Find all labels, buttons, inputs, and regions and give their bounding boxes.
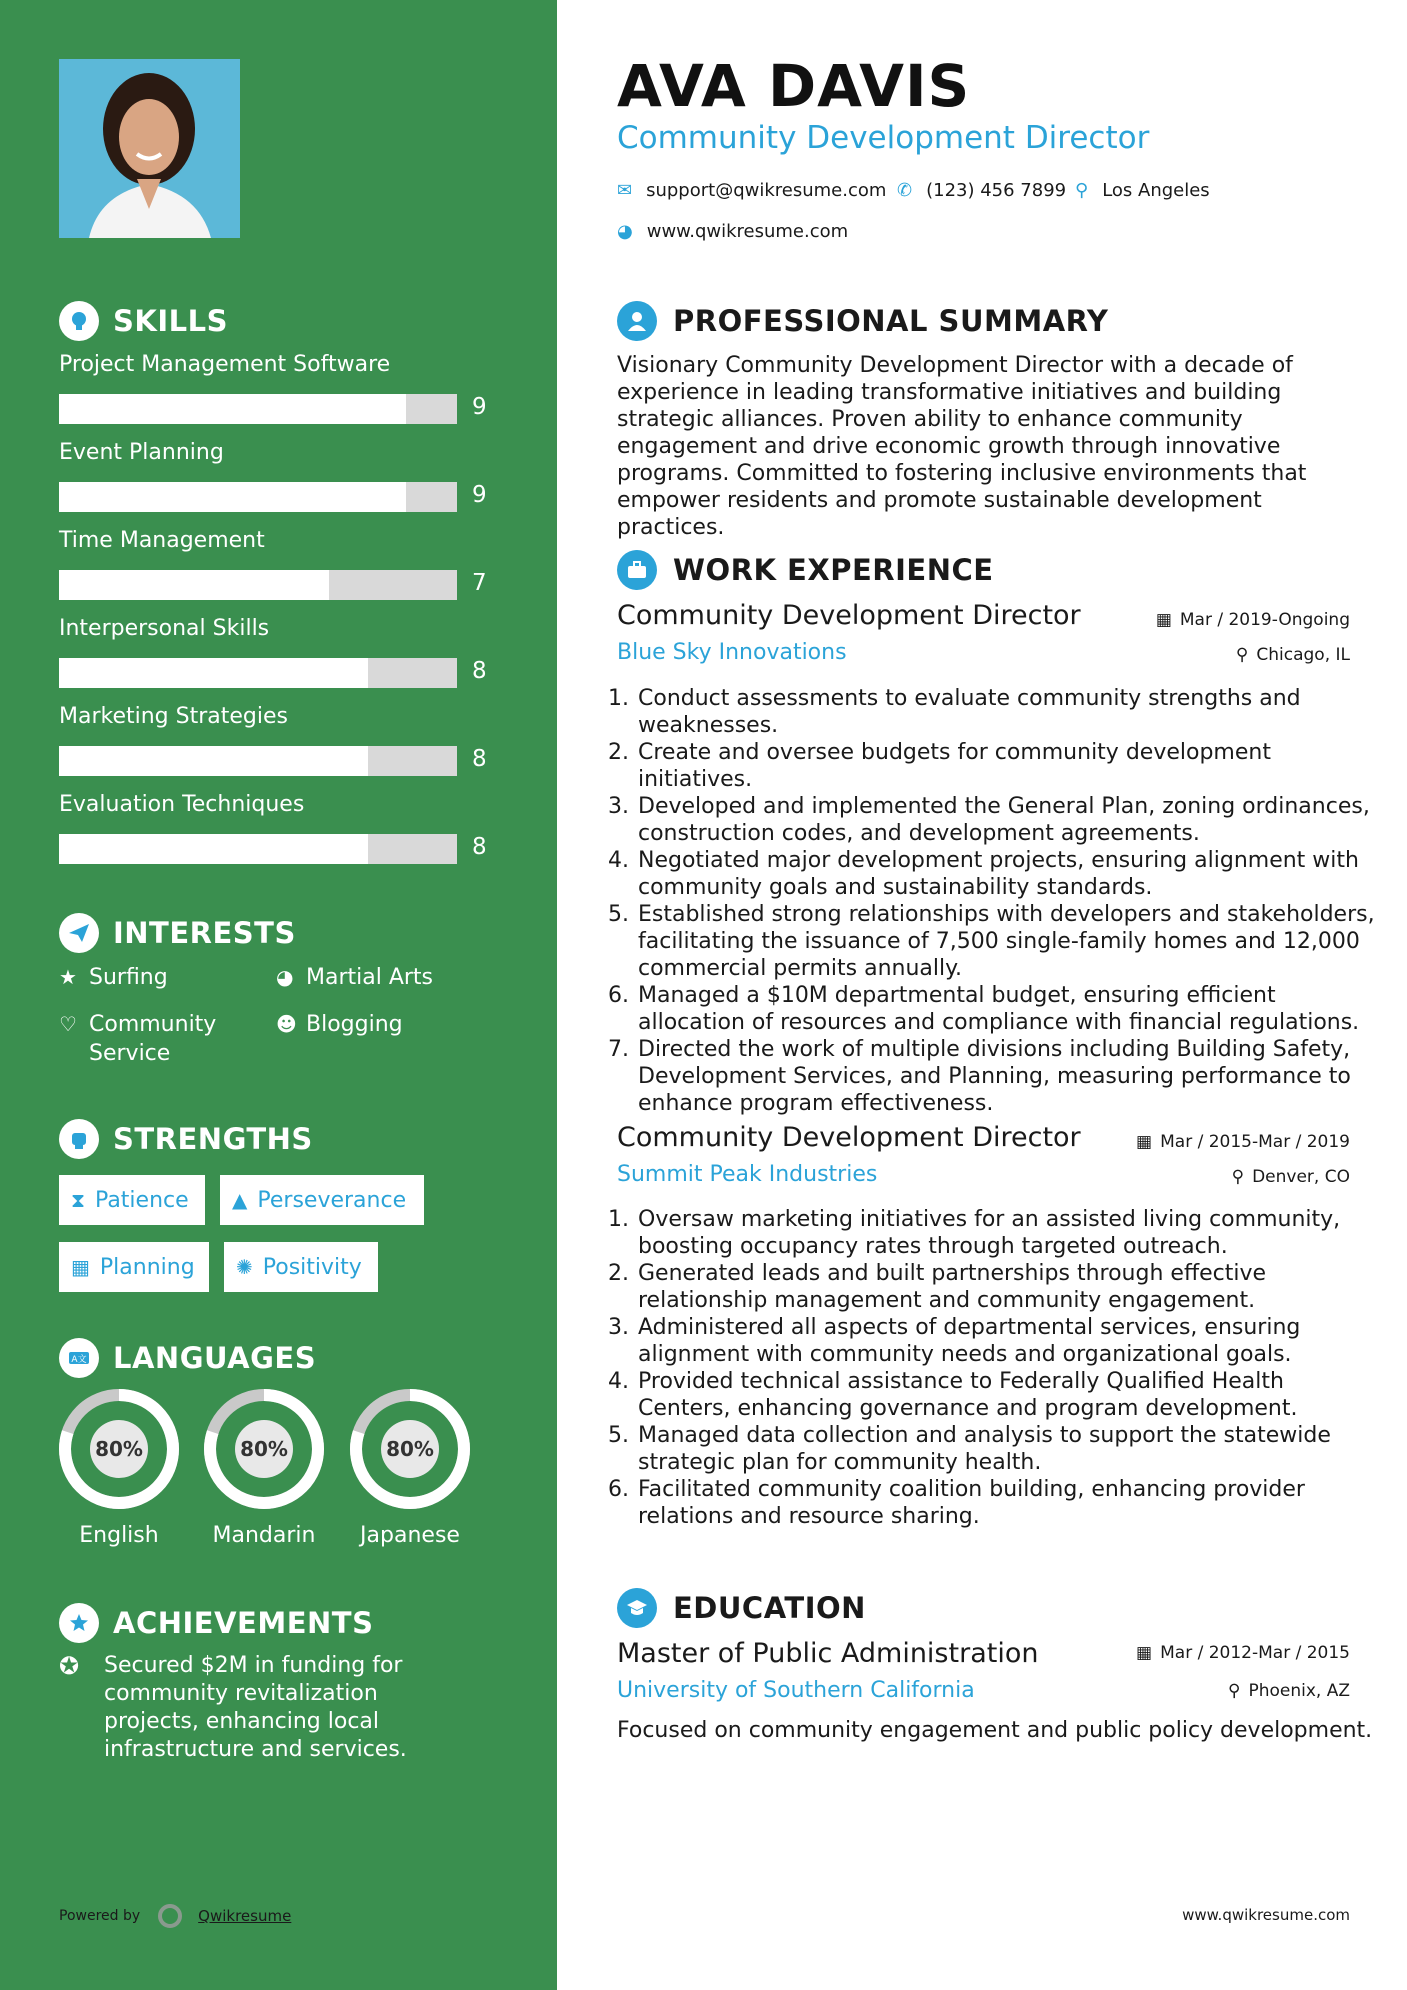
phone-text: (123) 456 7899 <box>926 180 1067 201</box>
skill-item <box>59 528 489 596</box>
language-item <box>202 1387 326 1548</box>
skill-name: Event Planning <box>59 440 224 465</box>
skill-bar-fill <box>59 394 406 424</box>
interest-item <box>59 963 168 992</box>
language-item <box>57 1387 181 1548</box>
skill-name: Project Management Software <box>59 352 391 377</box>
job-dates-text: Mar / 2015-Mar / 2019 <box>1160 1132 1350 1152</box>
degree-title: Master of Public Administration <box>617 1638 1039 1669</box>
pin-icon: ⚲ <box>1231 1167 1245 1187</box>
interest-label: Community Service <box>89 1012 217 1066</box>
powered-by-label: Powered by <box>59 1908 141 1924</box>
job-dates <box>1136 1132 1350 1152</box>
skill-name: Evaluation Techniques <box>59 792 305 817</box>
website-contact[interactable] <box>617 221 848 242</box>
job-duty-item: 4. Provided technical assistance to Federally Qualified Health Centers, enhancing governance and program development. <box>636 1368 1381 1422</box>
interest-item <box>276 1010 403 1039</box>
svg-text:A文: A文 <box>71 1355 87 1365</box>
skill-bar <box>59 746 457 776</box>
profile-photo <box>59 59 240 238</box>
job-dates <box>1156 610 1350 630</box>
job-duty-item: 6. Managed a $10M departmental budget, ensuring efficient allocation of resources and compliance with financial regulations. <box>636 982 1381 1036</box>
skill-item <box>59 792 489 860</box>
education-location <box>1228 1681 1350 1701</box>
summary-header <box>617 301 1108 341</box>
globe-icon: ◕ <box>617 221 633 242</box>
skill-name: Time Management <box>59 528 265 553</box>
interest-label: Martial Arts <box>306 965 434 990</box>
job-duty-item: 5. Established strong relationships with developers and stakeholders, facilitating the issuance of 7,500 single-family homes and 12,000 commercial permits annually. <box>636 901 1381 982</box>
phone-icon: ✆ <box>897 180 913 201</box>
spinner-icon: ✺ <box>236 1255 253 1279</box>
calendar-icon: ▦ <box>1155 610 1172 630</box>
skill-name: Interpersonal Skills <box>59 616 270 641</box>
job-company: Summit Peak Industries <box>617 1162 878 1187</box>
skills-title: SKILLS <box>113 304 228 338</box>
skill-item <box>59 704 489 772</box>
strengths-header <box>59 1119 313 1159</box>
skills-header <box>59 301 228 341</box>
skill-bar <box>59 394 457 424</box>
job-duty-item: 6. Facilitated community coalition building, enhancing provider relations and resource sharing. <box>636 1476 1381 1530</box>
language-icon <box>59 1338 99 1378</box>
job-company: Blue Sky Innovations <box>617 640 847 665</box>
powered-by <box>59 1904 291 1928</box>
skill-bar-fill <box>59 746 368 776</box>
education-dates <box>1136 1643 1350 1663</box>
star-badge-icon: ✪ <box>59 1652 80 1680</box>
fist-icon <box>59 1119 99 1159</box>
job-duty-item: 1. Oversaw marketing initiatives for an assisted living community, boosting occupancy rates through targeted outreach. <box>636 1206 1381 1260</box>
globe-icon: ◕ <box>276 965 294 989</box>
skill-bar-fill <box>59 834 368 864</box>
strengths-title: STRENGTHS <box>113 1122 313 1156</box>
summary-text: Visionary Community Development Director with a decade of experience in leading transformative initiatives and building strategic alliances. Proven ability to enhance community engagement and drive economic growth through innovative programs. Committed to fostering inclusive environments that empower residents and promote sustainable development practices. <box>617 353 1307 540</box>
job-location <box>1232 1167 1350 1187</box>
map-marker-icon: ⚲ <box>1075 180 1089 201</box>
graduation-icon <box>617 1588 657 1628</box>
users-icon: ☻ <box>276 1012 297 1036</box>
calendar-icon: ▦ <box>1136 1132 1153 1152</box>
job-location-text: Denver, CO <box>1252 1167 1350 1187</box>
location-contact <box>1075 180 1210 201</box>
qwikresume-logo-icon <box>158 1904 182 1928</box>
language-ring <box>202 1387 326 1511</box>
skill-bar-fill <box>59 570 329 600</box>
language-percent: 80% <box>386 1437 434 1461</box>
language-percent: 80% <box>240 1437 288 1461</box>
job-duty-item: 3. Administered all aspects of departmental services, ensuring alignment with community needs and organizational goals. <box>636 1314 1381 1368</box>
calendar-icon: ▦ <box>71 1255 90 1279</box>
language-ring <box>57 1387 181 1511</box>
skill-name: Marketing Strategies <box>59 704 288 729</box>
phone-contact <box>897 180 1066 201</box>
skill-bar <box>59 482 457 512</box>
language-name: English <box>79 1523 159 1548</box>
skill-item <box>59 352 489 420</box>
candidate-title: Community Development Director <box>617 120 1150 156</box>
language-ring <box>348 1387 472 1511</box>
skill-bar-fill <box>59 482 406 512</box>
strength-chip <box>59 1175 205 1225</box>
interests-title: INTERESTS <box>113 916 296 950</box>
hand-icon: ♡ <box>59 1012 77 1036</box>
language-percent: 80% <box>95 1437 143 1461</box>
job-duties-list <box>611 1206 1381 1530</box>
email-text: support@qwikresume.com <box>646 180 887 201</box>
languages-header <box>59 1338 316 1378</box>
location-text: Los Angeles <box>1102 180 1210 201</box>
website-text: www.qwikresume.com <box>646 221 849 242</box>
skill-bar <box>59 570 457 600</box>
skill-value: 8 <box>472 746 487 772</box>
job-title: Community Development Director <box>617 1122 1081 1153</box>
star-icon: ★ <box>59 965 77 989</box>
achievement-text: Secured $2M in funding for community revitalization projects, enhancing local infrastructure and services. <box>104 1653 407 1762</box>
skill-item <box>59 440 489 508</box>
strength-label: Planning <box>99 1254 195 1280</box>
strength-label: Perseverance <box>257 1187 407 1213</box>
strength-chip <box>224 1242 378 1292</box>
strength-chip <box>59 1242 209 1292</box>
job-duty-item: 5. Managed data collection and analysis to support the statewide strategic plan for community health. <box>636 1422 1381 1476</box>
candidate-name: AVA DAVIS <box>617 52 971 120</box>
skill-value: 9 <box>472 394 487 420</box>
strength-label: Patience <box>95 1187 189 1213</box>
skill-value: 8 <box>472 834 487 860</box>
pin-icon: ⚲ <box>1228 1681 1241 1701</box>
education-title: EDUCATION <box>673 1591 866 1625</box>
language-name: Mandarin <box>212 1523 316 1548</box>
job-duty-item: 2. Create and oversee budgets for community development initiatives. <box>636 739 1381 793</box>
skill-value: 9 <box>472 482 487 508</box>
skill-bar <box>59 658 457 688</box>
job-title: Community Development Director <box>617 600 1081 631</box>
job-duty-item: 7. Directed the work of multiple divisions including Building Safety, Development Services, and Planning, measuring performance to enhance program effectiveness. <box>636 1036 1381 1117</box>
skill-bar-fill <box>59 658 368 688</box>
achievements-title: ACHIEVEMENTS <box>113 1606 374 1640</box>
interest-item <box>59 1010 239 1068</box>
footer-url[interactable]: www.qwikresume.com <box>1182 1906 1350 1924</box>
skill-value: 8 <box>472 658 487 684</box>
envelope-icon: ✉ <box>617 180 633 201</box>
sidebar <box>0 0 557 1990</box>
experience-title: WORK EXPERIENCE <box>673 553 994 587</box>
education-dates-text: Mar / 2012-Mar / 2015 <box>1160 1643 1350 1663</box>
email-contact[interactable] <box>617 180 886 201</box>
paper-plane-icon <box>59 913 99 953</box>
experience-header <box>617 550 994 590</box>
qwikresume-link[interactable]: Qwikresume <box>198 1907 292 1925</box>
user-icon <box>617 301 657 341</box>
interests-header <box>59 913 296 953</box>
languages-title: LANGUAGES <box>113 1341 317 1375</box>
job-duties-list <box>611 685 1381 1117</box>
skill-value: 7 <box>472 570 487 596</box>
education-header <box>617 1588 866 1628</box>
language-item <box>348 1387 472 1548</box>
road-icon: ▲ <box>232 1188 248 1212</box>
job-duty-item: 2. Generated leads and built partnerships through effective relationship management and community engagement. <box>636 1260 1381 1314</box>
strength-label: Positivity <box>262 1254 362 1280</box>
education-location-text: Phoenix, AZ <box>1248 1681 1350 1701</box>
hourglass-icon: ⧗ <box>71 1188 86 1212</box>
school-name: University of Southern California <box>617 1678 975 1703</box>
pin-icon: ⚲ <box>1235 645 1249 665</box>
briefcase-icon <box>617 550 657 590</box>
achievement-item <box>59 1652 479 1764</box>
lightbulb-icon <box>59 301 99 341</box>
job-duty-item: 4. Negotiated major development projects, ensuring alignment with community goals and sustainability standards. <box>636 847 1381 901</box>
skill-bar <box>59 834 457 864</box>
trophy-icon <box>59 1603 99 1643</box>
job-duty-item: 3. Developed and implemented the General Plan, zoning ordinances, construction codes, and development agreements. <box>636 793 1381 847</box>
interest-label: Blogging <box>306 1012 403 1037</box>
interest-label: Surfing <box>89 965 168 990</box>
interest-item <box>276 963 433 992</box>
job-duty-item: 1. Conduct assessments to evaluate community strengths and weaknesses. <box>636 685 1381 739</box>
achievements-header <box>59 1603 373 1643</box>
language-name: Japanese <box>360 1523 460 1548</box>
skill-item <box>59 616 489 684</box>
job-dates-text: Mar / 2019-Ongoing <box>1179 610 1350 630</box>
education-description: Focused on community engagement and public policy development. <box>617 1718 1373 1743</box>
calendar-icon: ▦ <box>1136 1643 1153 1663</box>
job-location-text: Chicago, IL <box>1256 645 1350 665</box>
job-location <box>1236 645 1350 665</box>
summary-title: PROFESSIONAL SUMMARY <box>673 304 1109 338</box>
strength-chip <box>220 1175 424 1225</box>
